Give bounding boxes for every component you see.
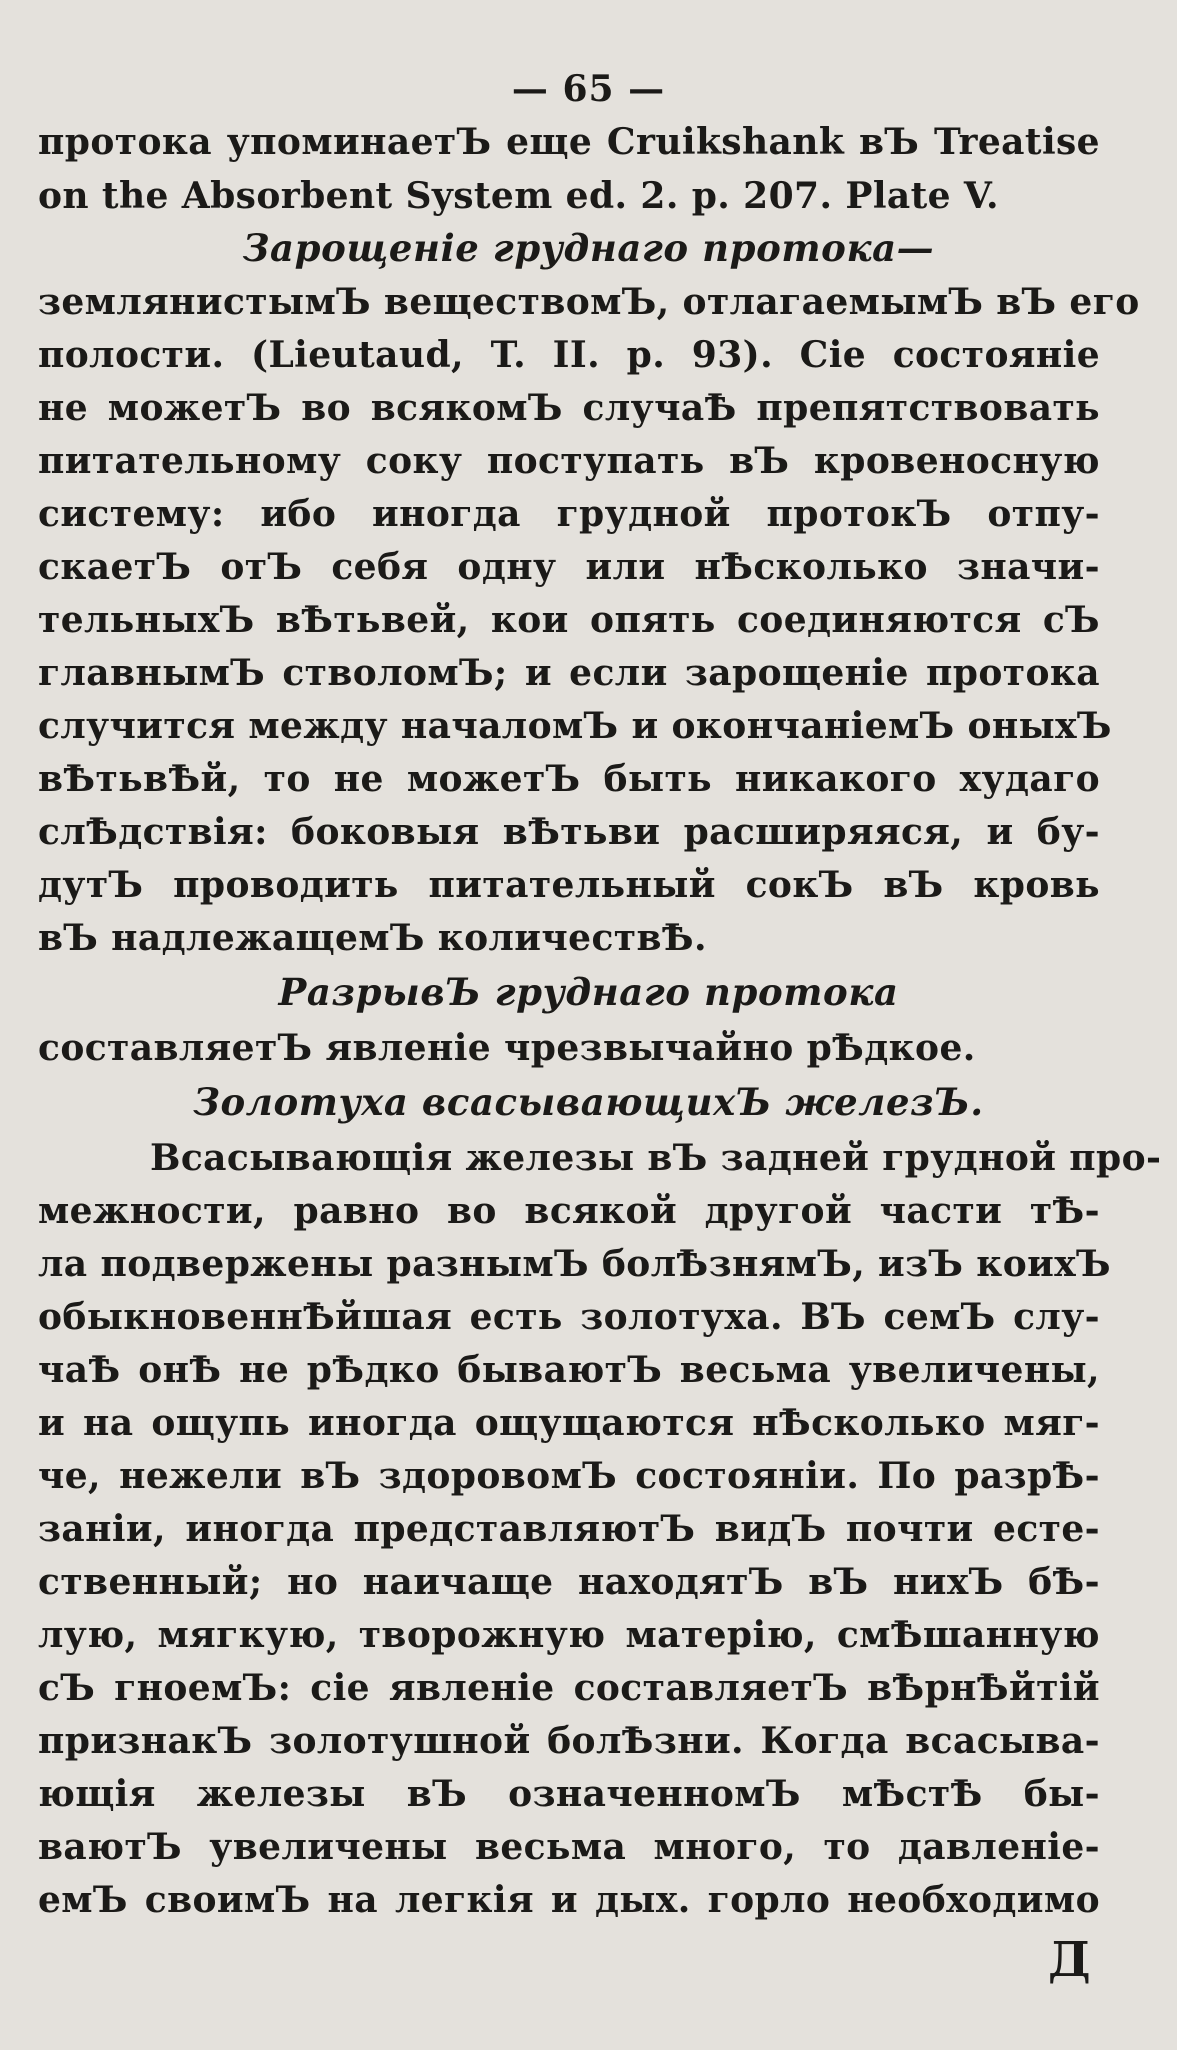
text-line: сЪ гноемЪ: сіе явленіе составляетЪ вѢрнѢйтій <box>38 1667 1100 1709</box>
section-heading: Золотуха всасывающихЪ железЪ. <box>193 1080 984 1124</box>
text-line: протока упоминаетЪ еще Cruikshank вЪ Treatise <box>38 121 1100 163</box>
text-line: землянистымЪ веществомЪ, отлагаемымЪ вЪ его <box>38 281 1140 323</box>
text-line: межности, равно во всякой другой части тѢ- <box>38 1190 1100 1232</box>
text-line: ющія железы вЪ означенномЪ мѢстѢ бы- <box>38 1773 1100 1815</box>
text-line: случится между началомЪ и окончаніемЪ оныхЪ <box>38 705 1112 747</box>
text-line: и на ощупь иногда ощущаются нѢсколько мяг- <box>38 1402 1100 1444</box>
text-line: емЪ своимЪ на легкія и дых. горло необходимо <box>38 1879 1100 1921</box>
section-heading: Зарощеніе груднаго протока— <box>242 226 935 270</box>
text-line: че, нежели вЪ здоровомЪ состояніи. По разрѢ- <box>38 1455 1100 1497</box>
text-line: on the Absorbent System ed. 2. p. 207. Plate V. <box>38 175 999 217</box>
text-line: скаетЪ отЪ себя одну или нѢсколько значи- <box>38 546 1100 588</box>
text-line: вЪ надлежащемЪ количествѢ. <box>38 917 707 959</box>
text-line: тельныхЪ вѢтьвей, кои опять соединяются сЪ <box>38 599 1100 641</box>
text-line: главнымЪ стволомЪ; и если зарощеніе протока <box>38 652 1100 694</box>
text-line: чаѢ онѢ не рѢдко бываютЪ весьма увеличены, <box>38 1349 1100 1391</box>
text-line: вѢтьвѢй, то не можетЪ быть никакого худаго <box>38 758 1100 800</box>
page-number: — 65 — <box>511 68 666 110</box>
text-line: систему: ибо иногда грудной протокЪ отпу- <box>38 493 1100 535</box>
text-line: полости. (Lieutaud, T. II. p. 93). Сіе состояніе <box>38 334 1100 376</box>
text-line: дутЪ проводить питательный сокЪ вЪ кровь <box>38 864 1100 906</box>
signature-mark: Д <box>1048 1932 1091 1988</box>
text-line: заніи, иногда представляютЪ видЪ почти есте- <box>38 1508 1100 1550</box>
text-line: питательному соку поступать вЪ кровеносную <box>38 440 1100 482</box>
text-line: признакЪ золотушной болѢзни. Когда всасыва- <box>38 1720 1100 1762</box>
section-heading: РазрывЪ груднаго протока <box>278 970 899 1014</box>
text-line: ственный; но наичаще находятЪ вЪ нихЪ бѢ- <box>38 1561 1100 1603</box>
text-line: обыкновеннѢйшая есть золотуха. ВЪ семЪ слу- <box>38 1296 1100 1338</box>
text-line: составляетЪ явленіе чрезвычайно рѢдкое. <box>38 1027 976 1069</box>
text-line: Всасывающія железы вЪ задней грудной про- <box>150 1137 1162 1179</box>
text-line: ваютЪ увеличены весьма много, то давленіе- <box>38 1826 1100 1868</box>
text-line: не можетЪ во всякомЪ случаѢ препятствовать <box>38 387 1100 429</box>
text-line: слѢдствія: боковыя вѢтьви расширяяся, и бу- <box>38 811 1100 853</box>
text-line: лую, мягкую, творожную матерію, смѢшанную <box>38 1614 1100 1656</box>
text-line: ла подвержены разнымЪ болѢзнямЪ, изЪ коихЪ <box>38 1243 1111 1285</box>
